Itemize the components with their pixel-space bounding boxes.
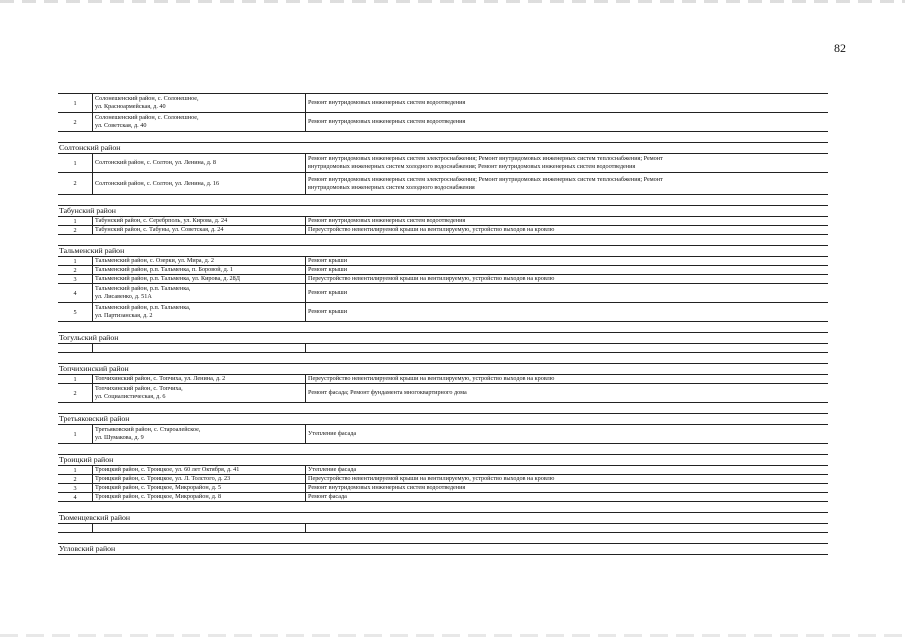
row-number: 2: [73, 118, 77, 126]
row-number: 4: [73, 493, 77, 501]
row-address: Тальменский район, р.п. Тальменка, п. Боровой, д. 1: [92, 266, 305, 274]
row-work-type: Ремонт внутридомовых инженерных систем электроснабжения; Ремонт внутридомовых инженерных систем теплоснабжения; Ремонт внутридомовых инженерных систем холодного водоснабжения; Ремонт внутридомовых инженерных систем водоотведения: [305, 154, 828, 172]
row-work-type: Ремонт крыши: [305, 266, 828, 274]
row-number: 1: [73, 99, 77, 107]
row-number: 2: [73, 475, 77, 483]
row-number: 1: [73, 217, 77, 225]
row-work-type: Переустройство невентилируемой крыши на вентилируемую, устройство выходов на кровлю: [305, 475, 828, 483]
district-rows: [58, 94, 828, 131]
section-spacer: [58, 402, 828, 413]
table-row: [58, 302, 828, 321]
section-spacer: [58, 131, 828, 142]
table-row: [58, 492, 828, 501]
section-spacer: [58, 194, 828, 205]
table-row: [58, 154, 828, 172]
district-section: [58, 454, 828, 512]
table-row: [58, 112, 828, 131]
table-row: [58, 383, 828, 402]
row-address: [92, 344, 305, 352]
row-work-type: Ремонт внутридомовых инженерных систем водоотведения: [305, 113, 828, 131]
section-spacer: [58, 234, 828, 245]
row-number: 2: [73, 266, 77, 274]
table-row: [58, 225, 828, 234]
row-work-type: Ремонт внутридомовых инженерных систем водоотведения: [305, 217, 828, 225]
row-number: 1: [73, 159, 77, 167]
district-section: [58, 543, 828, 554]
district-section: [58, 205, 828, 245]
district-heading: Угловский район: [59, 544, 116, 553]
row-number: 1: [73, 466, 77, 474]
row-address: Тальменский район, с. Озерки, ул. Мира, д. 2: [92, 257, 305, 265]
table-row: [58, 344, 828, 352]
table-row: [58, 466, 828, 474]
district-rows: [58, 523, 828, 532]
district-section: [58, 332, 828, 363]
scan-artifact-bottom: [0, 634, 905, 637]
row-address: Солтонский район, с. Солтон, ул. Ленина, д. 8: [92, 154, 305, 172]
row-address: Тальменский район, р.п. Тальменка, ул. Лисавенко, д. 51А: [92, 284, 305, 302]
scan-artifact-top: [0, 0, 905, 3]
row-address: Топчихинский район, с. Топчиха, ул. Ленина, д. 2: [92, 375, 305, 383]
row-address: Троицкий район, с. Троицкое, ул. 60 лет Октября, д. 41: [92, 466, 305, 474]
row-work-type: [305, 344, 828, 352]
table-row: [58, 283, 828, 302]
row-number: [58, 524, 92, 532]
district-heading: Тальменский район: [59, 246, 125, 255]
row-work-type: [305, 524, 828, 532]
table-row: [58, 172, 828, 194]
row-number: 5: [73, 308, 77, 316]
row-number: 2: [73, 180, 77, 187]
row-number: 1: [73, 257, 77, 265]
table-row: [58, 474, 828, 483]
row-work-type: Переустройство невентилируемой крыши на вентилируемую, устройство выходов на кровлю: [305, 226, 828, 234]
table-row: [58, 257, 828, 265]
district-heading: Солтонский район: [59, 143, 121, 152]
row-work-type: Утепление фасада: [305, 466, 828, 474]
row-work-type: Ремонт крыши: [305, 303, 828, 321]
row-number: 1: [73, 375, 77, 383]
row-work-type: Ремонт крыши: [305, 284, 828, 302]
district-rows: [58, 343, 828, 352]
district-heading: Тюменцевский район: [59, 513, 131, 522]
row-address: Тальменский район, р.п. Тальменка, ул. Кирова, д. 28Д: [92, 275, 305, 283]
row-work-type: Ремонт фасада: [305, 493, 828, 501]
district-section: [58, 363, 828, 413]
section-spacer: [58, 321, 828, 332]
district-heading: Троицкий район: [59, 455, 114, 464]
section-spacer: [58, 532, 828, 543]
row-work-type: Переустройство невентилируемой крыши на вентилируемую, устройство выходов на кровлю: [305, 275, 828, 283]
row-work-type: Переустройство невентилируемой крыши на вентилируемую, устройство выходов на кровлю: [305, 375, 828, 383]
row-work-type: Ремонт внутридомовых инженерных систем водоотведения: [305, 94, 828, 112]
district-heading: Третьяковский район: [59, 414, 130, 423]
district-section: [58, 245, 828, 332]
table-row: [58, 217, 828, 225]
row-address: Троицкий район, с. Троицкое, Микрорайон, д. 5: [92, 484, 305, 492]
district-rows: [58, 465, 828, 501]
district-section: [58, 413, 828, 454]
row-address: Солтонский район, с. Солтон, ул. Ленина, д. 16: [92, 173, 305, 194]
district-heading: Табунский район: [59, 206, 116, 215]
row-work-type: Утепление фасада: [305, 425, 828, 443]
repair-schedule-table: [58, 93, 828, 555]
table-row: [58, 483, 828, 492]
district-section: [58, 142, 828, 205]
section-spacer: [58, 501, 828, 512]
table-row: [58, 94, 828, 112]
row-work-type: Ремонт внутридомовых инженерных систем электроснабжения; Ремонт внутридомовых инженерных систем теплоснабжения; Ремонт внутридомовых инженерных систем холодного водоснабжения: [305, 173, 828, 194]
row-work-type: Ремонт внутридомовых инженерных систем водоотведения: [305, 484, 828, 492]
table-row: [58, 375, 828, 383]
row-address: Солонешенский район, с. Солонешное, ул. Красноармейская, д. 40: [92, 94, 305, 112]
page-number: 82: [834, 41, 846, 55]
district-rows: [58, 216, 828, 234]
row-address: Троицкий район, с. Троицкое, Микрорайон, д. 8: [92, 493, 305, 501]
section-spacer: [58, 443, 828, 454]
row-number: 2: [73, 226, 77, 234]
row-number: 3: [73, 275, 77, 283]
district-rows: [58, 374, 828, 402]
district-section: [58, 512, 828, 543]
row-number: 2: [73, 389, 77, 397]
row-address: Троицкий район, с. Троицкое, ул. Л. Толстого, д. 23: [92, 475, 305, 483]
table-row: [58, 265, 828, 274]
row-address: Табунский район, с. Серебрполь, ул. Кирова, д. 24: [92, 217, 305, 225]
section-spacer: [58, 352, 828, 363]
district-rows: [58, 256, 828, 321]
district-rows: [58, 424, 828, 443]
row-work-type: Ремонт фасада; Ремонт фундамента многоквартирного дома: [305, 384, 828, 402]
district-rows: [58, 153, 828, 194]
table-row: [58, 425, 828, 443]
row-address: [92, 524, 305, 532]
row-number: [58, 344, 92, 352]
district-section: [58, 93, 828, 142]
row-address: Третьяковский район, с. Староалейское, ул. Шумакова, д. 9: [92, 425, 305, 443]
row-number: 1: [73, 430, 77, 438]
row-address: Тальменский район, р.п. Тальменка, ул. Партизанская, д. 2: [92, 303, 305, 321]
row-work-type: Ремонт крыши: [305, 257, 828, 265]
row-address: Топчихинский район, с. Топчиха, ул. Социалистическая, д. 6: [92, 384, 305, 402]
table-row: [58, 524, 828, 532]
row-address: Солонешенский район, с. Солонешное, ул. Советская, д. 40: [92, 113, 305, 131]
row-number: 4: [73, 289, 77, 297]
table-row: [58, 274, 828, 283]
district-heading: Тогульский район: [59, 333, 119, 342]
row-address: Табунский район, с. Табуны, ул. Советская, д. 24: [92, 226, 305, 234]
row-number: 3: [73, 484, 77, 492]
district-heading: Топчихинский район: [59, 364, 129, 373]
